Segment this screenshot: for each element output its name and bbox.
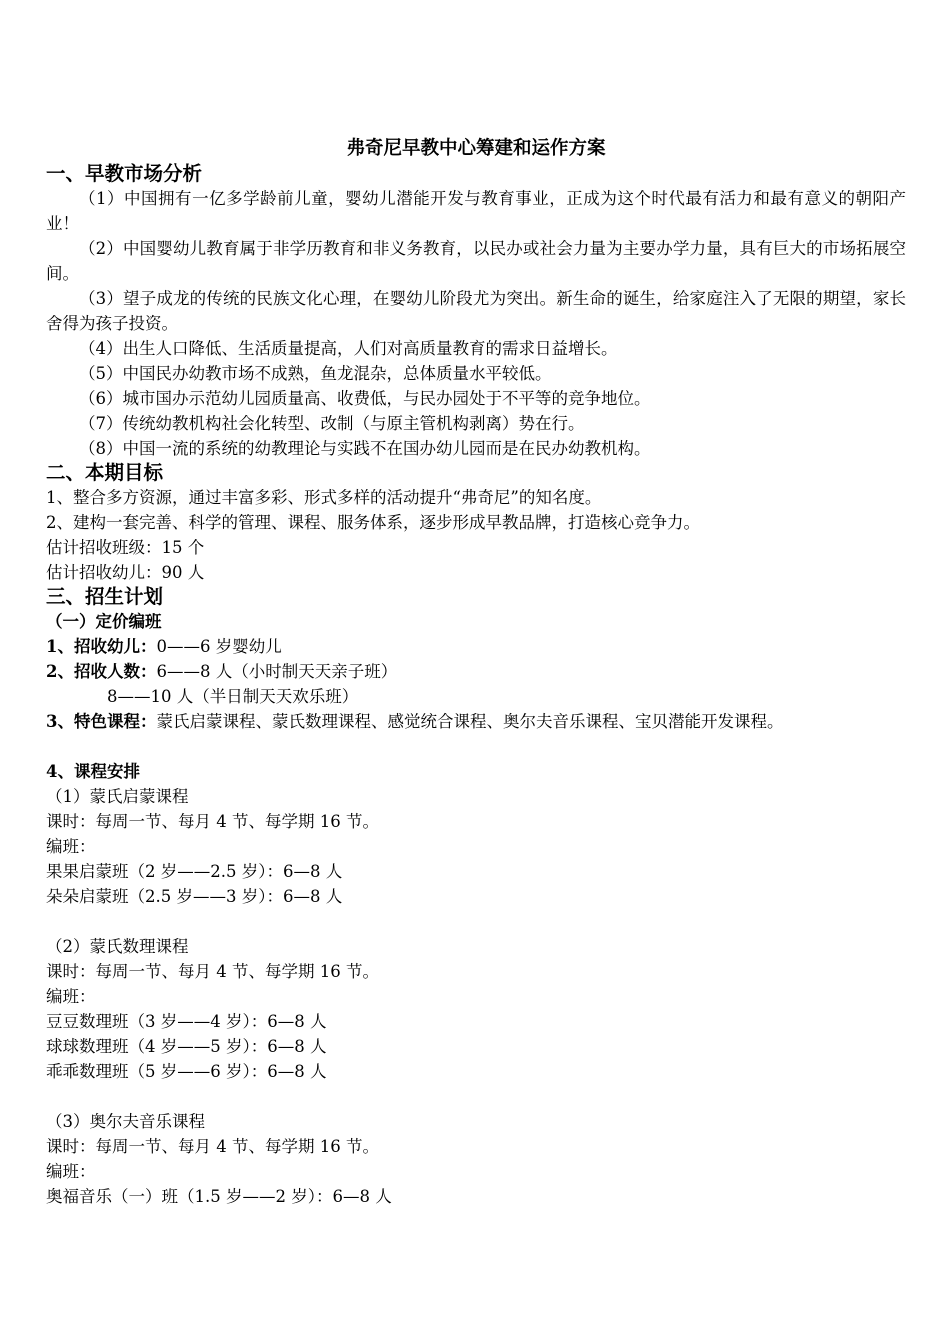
enroll-count-value-2: 8——10 人（半日制天天欢乐班） [107, 687, 359, 706]
blank-line [46, 909, 906, 934]
course-2-class-3: 乖乖数理班（5 岁——6 岁）：6—8 人 [46, 1062, 327, 1081]
market-item-4: （4）出生人口降低、生活质量提高，人们对高质量教育的需求日益增长。 [79, 339, 618, 358]
course-1-class-2: 朵朵启蒙班（2.5 岁——3 岁）：6—8 人 [46, 887, 343, 906]
enroll-count-label: 2、招收人数： [46, 662, 157, 681]
market-item-6: （6）城市国办示范幼儿园质量高、收费低，与民办园处于不平等的竞争地位。 [79, 389, 651, 408]
market-item-7: （7）传统幼教机构社会化转型、改制（与原主管机构剥离）势在行。 [79, 414, 585, 433]
course-2-name: （2）蒙氏数理课程 [46, 937, 189, 956]
blank-line [46, 734, 906, 759]
special-courses-label: 3、特色课程： [46, 712, 157, 731]
subheading-pricing: （一）定价编班 [46, 612, 162, 631]
course-2-class-2: 球球数理班（4 岁——5 岁）：6—8 人 [46, 1037, 327, 1056]
market-item-5: （5）中国民办幼教市场不成熟，鱼龙混杂，总体质量水平较低。 [79, 364, 552, 383]
course-schedule-heading: 4、课程安排 [46, 762, 140, 781]
course-1-hours: 课时：每周一节、每月 4 节、每学期 16 节。 [46, 812, 379, 831]
goal-line-1: 1、整合多方资源，通过丰富多彩、形式多样的活动提升“弗奇尼”的知名度。 [46, 488, 602, 507]
estimated-classes: 估计招收班级：15 个 [46, 538, 205, 557]
course-3-hours: 课时：每周一节、每月 4 节、每学期 16 节。 [46, 1137, 379, 1156]
special-courses-line [46, 709, 906, 734]
enroll-count-value-1: 6——8 人（小时制天天亲子班） [156, 662, 398, 681]
course-2-class-1: 豆豆数理班（3 岁——4 岁）：6—8 人 [46, 1012, 327, 1031]
market-item-2: （2）中国婴幼儿教育属于非学历教育和非义务教育，以民办或社会力量为主要办学力量，具有巨大的市场拓展空间。 [46, 239, 906, 283]
course-2-class-label: 编班： [46, 987, 96, 1006]
section-heading-goals: 二、本期目标 [46, 461, 164, 484]
market-item-3: （3）望子成龙的传统的民族文化心理，在婴幼儿阶段尤为突出。新生命的诞生，给家庭注入了无限的期望，家长舍得为孩子投资。 [46, 289, 906, 333]
course-2-hours: 课时：每周一节、每月 4 节、每学期 16 节。 [46, 962, 379, 981]
document-body [46, 136, 906, 1209]
blank-line [46, 1084, 906, 1109]
enroll-children-line [46, 634, 906, 659]
special-courses-value: 蒙氏启蒙课程、蒙氏数理课程、感觉统合课程、奥尔夫音乐课程、宝贝潜能开发课程。 [156, 712, 784, 731]
course-3-class-label: 编班： [46, 1162, 96, 1181]
course-1-class-1: 果果启蒙班（2 岁——2.5 岁）：6—8 人 [46, 862, 343, 881]
section-heading-market-analysis: 一、早教市场分析 [46, 162, 203, 185]
course-3-class-1: 奥福音乐（一）班（1.5 岁——2 岁）：6—8 人 [46, 1187, 392, 1206]
document-title: 弗奇尼早教中心筹建和运作方案 [346, 138, 606, 159]
course-3-name: （3）奥尔夫音乐课程 [46, 1112, 205, 1131]
estimated-children: 估计招收幼儿：90 人 [46, 563, 205, 582]
course-1-name: （1）蒙氏启蒙课程 [46, 787, 189, 806]
goal-line-2: 2、建构一套完善、科学的管理、课程、服务体系，逐步形成早教品牌，打造核心竞争力。 [46, 513, 700, 532]
enroll-children-label: 1、招收幼儿： [46, 637, 157, 656]
course-1-class-label: 编班： [46, 837, 96, 856]
enroll-children-value: 0——6 岁婴幼儿 [156, 637, 282, 656]
enroll-count-line [46, 659, 906, 684]
market-item-1: （1）中国拥有一亿多学龄前儿童，婴幼儿潜能开发与教育事业，正成为这个时代最有活力和最有意义的朝阳产业！ [46, 189, 906, 233]
section-heading-enrollment: 三、招生计划 [46, 585, 164, 608]
market-item-8: （8）中国一流的系统的幼教理论与实践不在国办幼儿园而是在民办幼教机构。 [79, 439, 651, 458]
